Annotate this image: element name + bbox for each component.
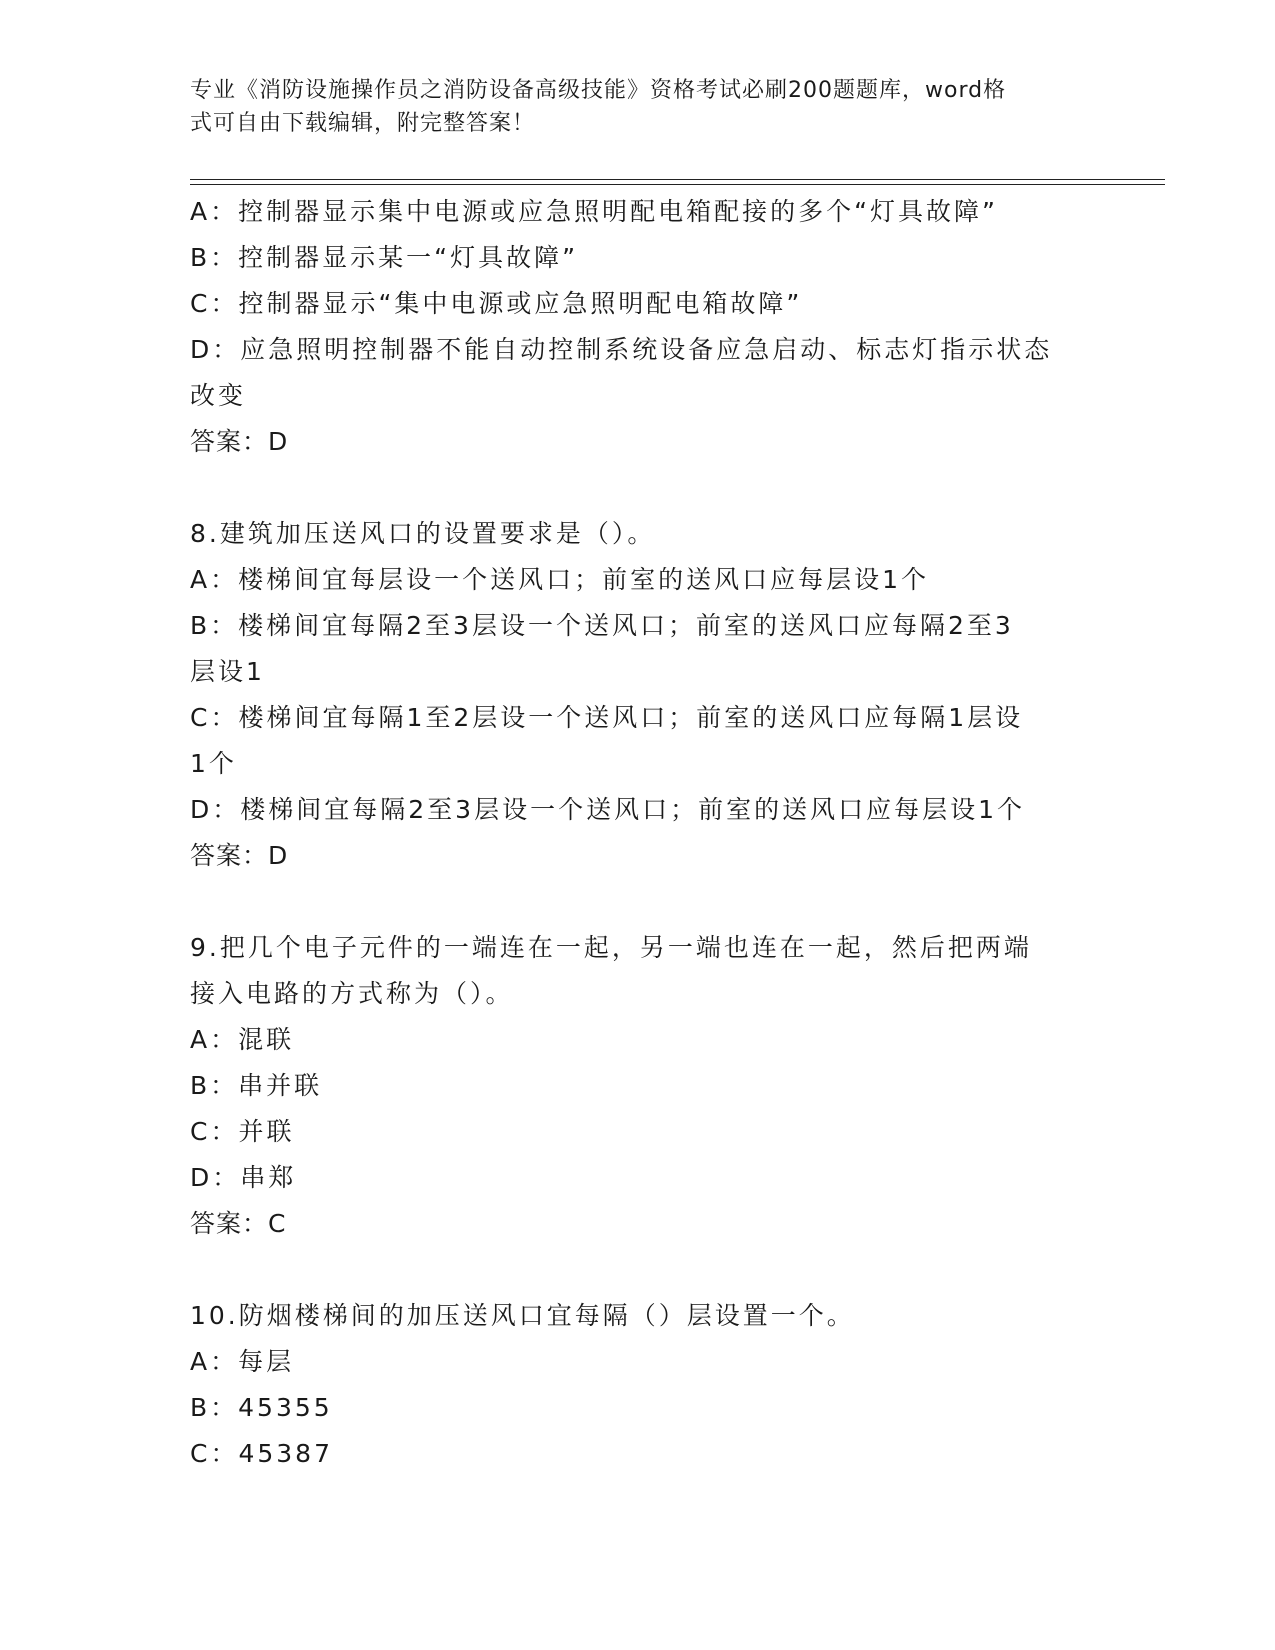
option-c: C：楼梯间宜每隔1至2层设一个送风口；前室的送风口应每隔1层设 [190, 703, 1024, 732]
spacer [190, 465, 1090, 511]
option-b: B：楼梯间宜每隔2至3层设一个送风口；前室的送风口应每隔2至3 [190, 611, 1014, 640]
question-block-10 [190, 1293, 1090, 1477]
spacer [190, 1247, 1090, 1293]
option-c: C：并联 [190, 1117, 295, 1146]
answer-line: 答案：D [190, 427, 289, 456]
document-header [190, 74, 1070, 140]
option-a: A：楼梯间宜每层设一个送风口；前室的送风口应每层设1个 [190, 565, 930, 594]
option-c: C：控制器显示“集中电源或应急照明配电箱故障” [190, 289, 803, 318]
question-stem-continued: 接入电路的方式称为（）。 [190, 979, 514, 1008]
option-a: A：混联 [190, 1025, 295, 1054]
question-stem: 10.防烟楼梯间的加压送风口宜每隔（）层设置一个。 [190, 1301, 855, 1330]
option-b-continued: 层设1 [190, 657, 265, 686]
answer-line: 答案：C [190, 1209, 287, 1238]
option-a: A：每层 [190, 1347, 295, 1376]
question-block-8 [190, 511, 1090, 879]
option-b: B：45355 [190, 1393, 333, 1422]
option-b: B：控制器显示某一“灯具故障” [190, 243, 579, 272]
option-c-continued: 1个 [190, 749, 237, 778]
header-divider-top [190, 179, 1165, 180]
question-content [190, 189, 1090, 1477]
spacer [190, 879, 1090, 925]
question-stem: 9.把几个电子元件的一端连在一起，另一端也连在一起，然后把两端 [190, 933, 1032, 962]
option-d-continued: 改变 [190, 381, 247, 410]
option-b: B：串并联 [190, 1071, 323, 1100]
header-line-2: 式可自由下载编辑，附完整答案！ [190, 111, 536, 136]
option-d: D：串郑 [190, 1163, 297, 1192]
option-c: C：45387 [190, 1439, 333, 1468]
question-stem: 8.建筑加压送风口的设置要求是（）。 [190, 519, 656, 548]
option-d: D：楼梯间宜每隔2至3层设一个送风口；前室的送风口应每层设1个 [190, 795, 1025, 824]
option-a: A：控制器显示集中电源或应急照明配电箱配接的多个“灯具故障” [190, 197, 999, 226]
answer-line: 答案：D [190, 841, 289, 870]
question-block-9 [190, 925, 1090, 1247]
header-divider-bottom [190, 184, 1165, 185]
header-line-1: 专业《消防设施操作员之消防设备高级技能》资格考试必刷200题题库，word格 [190, 78, 1007, 103]
option-d: D：应急照明控制器不能自动控制系统设备应急启动、标志灯指示状态 [190, 335, 1053, 364]
question-block-7 [190, 189, 1090, 465]
